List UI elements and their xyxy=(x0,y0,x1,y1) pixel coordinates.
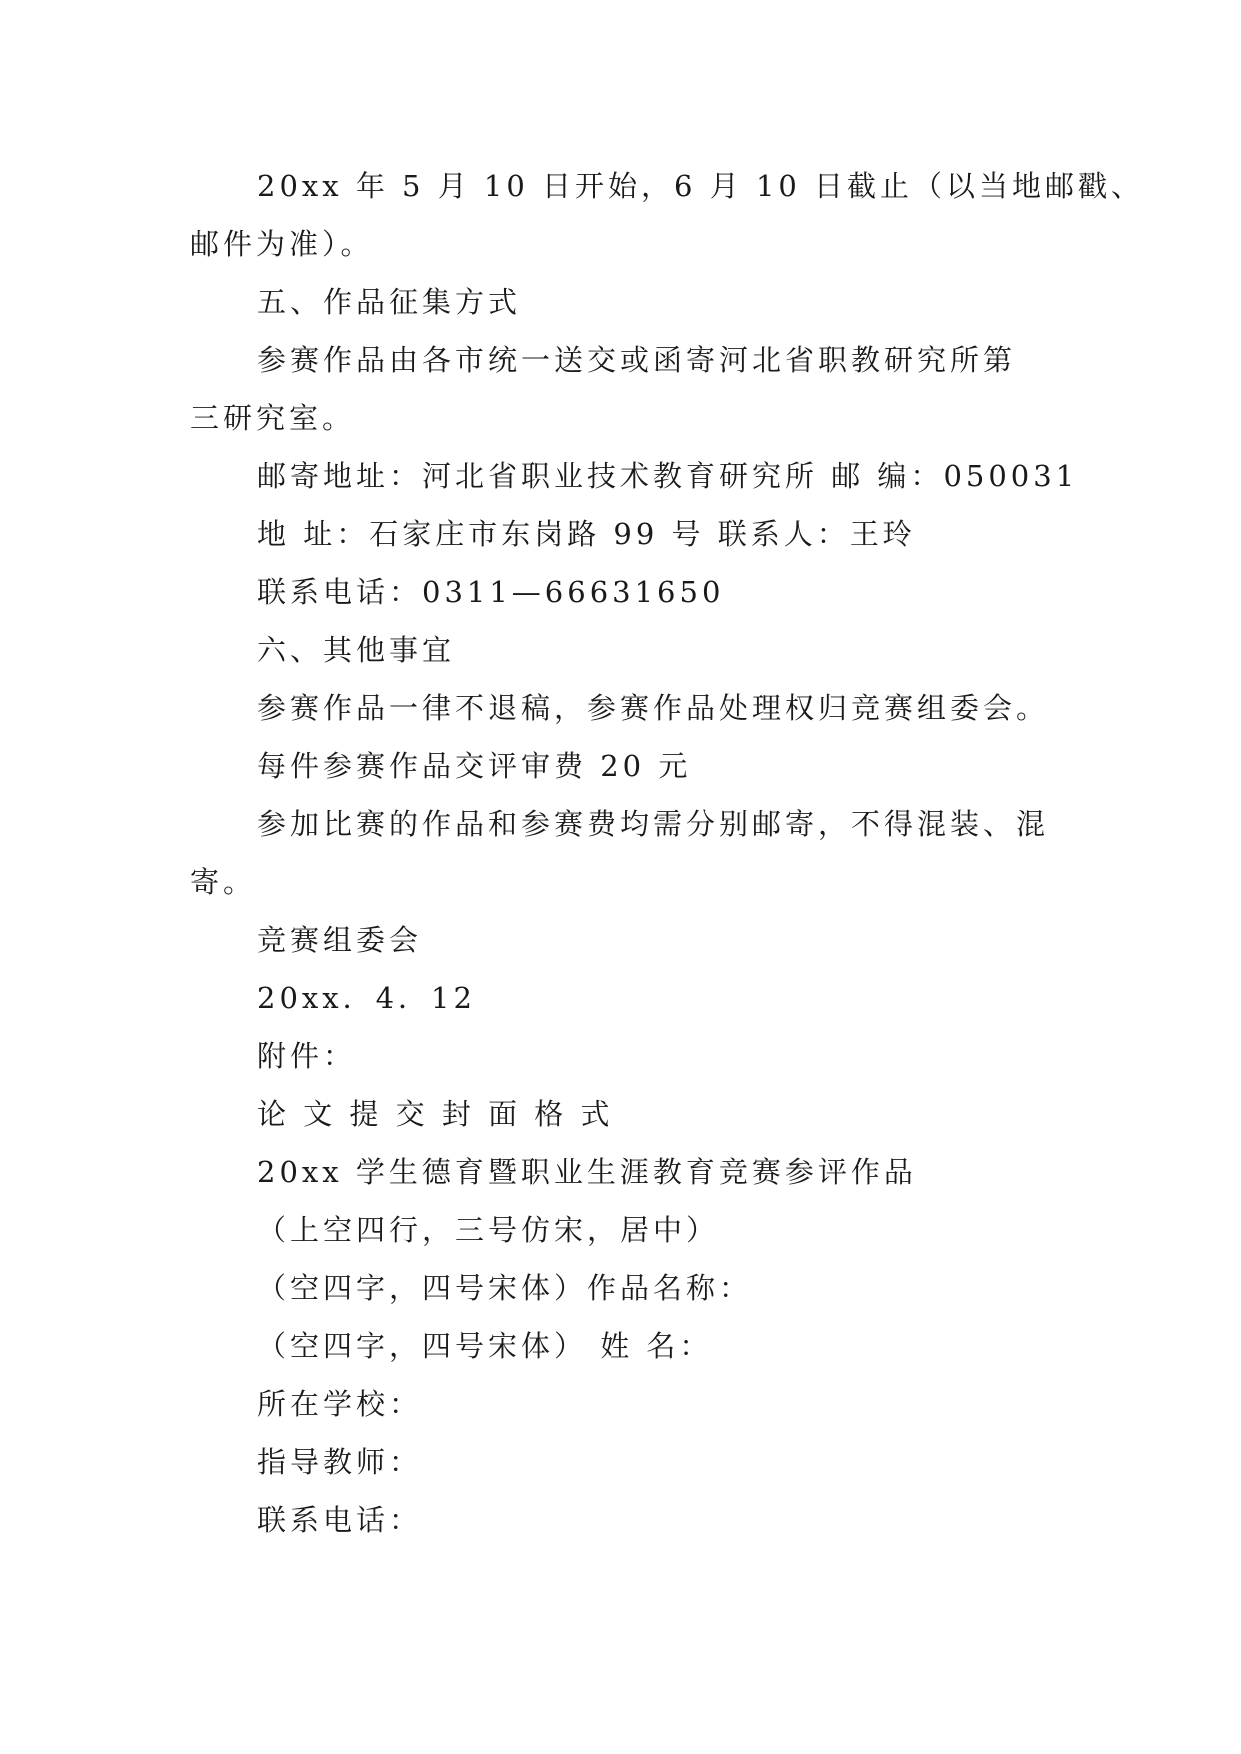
cover-field-school: 所在学校： xyxy=(257,1387,423,1421)
text-line-separate-mail: 参加比赛的作品和参赛费均需分别邮寄，不得混装、混 xyxy=(257,807,1050,841)
section-heading-collection: 五、作品征集方式 xyxy=(257,285,522,319)
cover-note-spacing: （上空四行，三号仿宋，居中） xyxy=(257,1213,720,1247)
text-line-separate-mail-cont: 寄。 xyxy=(190,865,257,899)
signature-organizer: 竞赛组委会 xyxy=(257,923,423,957)
cover-field-work-name: （空四字，四号宋体）作品名称： xyxy=(257,1271,753,1305)
text-line-submission: 参赛作品由各市统一送交或函寄河北省职教研究所第 xyxy=(257,343,1017,377)
text-line-fee: 每件参赛作品交评审费 20 元 xyxy=(257,749,692,783)
text-line-address-contact: 地 址：石家庄市东岗路 99 号 联系人：王玲 xyxy=(257,517,916,551)
cover-field-advisor: 指导教师： xyxy=(257,1445,423,1479)
text-line-submission-cont: 三研究室。 xyxy=(190,401,356,435)
cover-event-title: 20xx 学生德育暨职业生涯教育竞赛参评作品 xyxy=(257,1155,917,1189)
cover-format-title: 论 文 提 交 封 面 格 式 xyxy=(257,1097,614,1131)
cover-field-phone: 联系电话： xyxy=(257,1503,423,1537)
text-line-date-range: 20xx 年 5 月 10 日开始，6 月 10 日截止（以当地邮戳、 xyxy=(257,169,1145,203)
section-heading-other: 六、其他事宜 xyxy=(257,633,456,667)
cover-field-name: （空四字，四号宋体） 姓 名： xyxy=(257,1329,713,1363)
text-line-phone: 联系电话：0311—66631650 xyxy=(257,575,725,609)
text-line-no-return: 参赛作品一律不退稿，参赛作品处理权归竞赛组委会。 xyxy=(257,691,1050,725)
signature-date: 20xx．4．12 xyxy=(257,981,476,1015)
text-line-date-range-cont: 邮件为准）。 xyxy=(190,227,374,261)
text-line-mail-address: 邮寄地址：河北省职业技术教育研究所 邮 编：050031 xyxy=(257,459,1079,493)
attachment-label: 附件： xyxy=(257,1039,357,1073)
